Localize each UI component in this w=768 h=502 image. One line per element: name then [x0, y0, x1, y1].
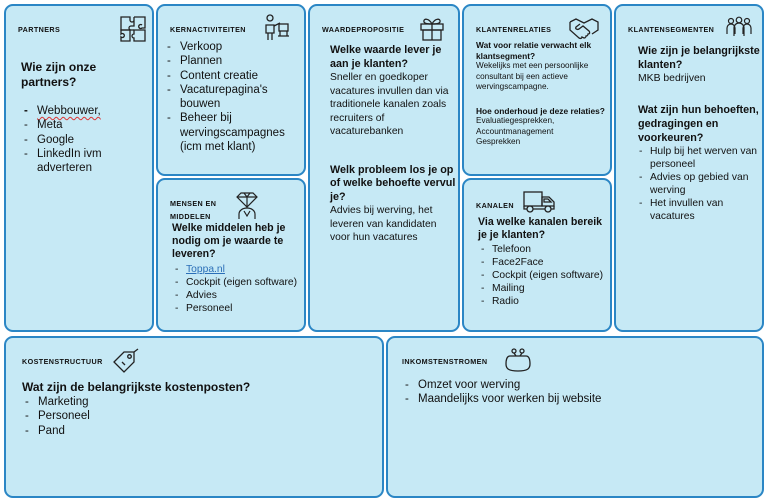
klantrelaties-question-1: Wat voor relatie verwacht elk klantsegment?	[476, 40, 592, 61]
segmenten-list	[636, 145, 762, 223]
list-item: - Vacaturepagina's bouwen	[164, 83, 306, 112]
list-item: - Beheer bij wervingscampagnes (icm met klant)	[164, 111, 306, 154]
klantensegmenten-block	[614, 4, 764, 332]
list-item: - Webbouwer,	[21, 104, 149, 118]
kernactiviteiten-list	[164, 40, 306, 154]
kanalen-header: KANALEN	[476, 201, 514, 210]
waarde-answer-2: Advies bij werving, het leveren van kandidaten voor hun vacatures	[330, 205, 437, 243]
mensen-question: Welke middelen heb je nodig om je waarde te leveren?	[172, 222, 286, 260]
presenter-icon	[260, 12, 290, 42]
list-item: - Personeel	[22, 409, 377, 423]
group-icon	[726, 16, 752, 38]
kosten-list	[22, 395, 377, 438]
inkomstenstromen-block	[386, 336, 764, 498]
kernactiviteiten-header: KERNACTIVITEITEN	[170, 25, 246, 34]
list-item: - Face2Face	[478, 256, 610, 269]
segmenten-question-2: Wat zijn hun behoeften, gedragingen en voorkeuren?	[638, 103, 759, 144]
list-item: - Hulp bij het werven van personeel	[636, 145, 762, 171]
toppa-link[interactable]: Toppa.nl	[186, 264, 225, 275]
kostenstructuur-block	[4, 336, 384, 498]
truck-icon	[522, 189, 556, 215]
puzzle-icon	[118, 14, 148, 44]
mensen-list	[172, 263, 304, 315]
list-item: - Advies	[172, 289, 304, 302]
list-item: - LinkedIn ivm adverteren	[21, 147, 149, 176]
coin-purse-icon	[504, 346, 532, 374]
partners-block	[4, 4, 154, 332]
list-item: - Advies op gebied van werving	[636, 171, 762, 197]
gift-icon	[418, 14, 446, 42]
list-item: - Cockpit (eigen software)	[478, 269, 610, 282]
inkomsten-header: INKOMSTENSTROMEN	[402, 357, 488, 366]
kosten-question: Wat zijn de belangrijkste kostenposten?	[22, 380, 251, 394]
list-item	[172, 263, 304, 276]
list-item: - Omzet voor werving	[402, 378, 757, 392]
mensen-block	[156, 178, 306, 332]
list-item: - Maandelijks voor werken bij website	[402, 392, 757, 406]
partners-question: Wie zijn onze partners?	[21, 60, 97, 89]
handshake-icon	[568, 16, 600, 40]
klantenrelaties-block	[462, 4, 612, 176]
waardepropositie-block	[308, 4, 460, 332]
list-item: - Pand	[22, 424, 377, 438]
klantrelaties-question-2: Hoe onderhoud je deze relaties?	[476, 105, 605, 116]
waarde-answer-1: Sneller en goedkoper vacatures invullen dan via traditionele kanalen zoals recruiters of vacaturebanken	[330, 72, 449, 137]
partners-list	[21, 104, 149, 175]
diamond-person-icon	[233, 190, 261, 220]
list-item: - Google	[21, 133, 149, 147]
list-item: - Radio	[478, 295, 610, 308]
list-item: - Telefoon	[478, 243, 610, 256]
price-tag-icon	[110, 348, 140, 376]
segmenten-header: KLANTENSEGMENTEN	[628, 25, 715, 34]
list-item: - Personeel	[172, 302, 304, 315]
kernactiviteiten-block	[156, 4, 306, 176]
waarde-question-1: Welke waarde lever je aan je klanten?	[330, 44, 442, 70]
list-item: - Verkoop	[164, 40, 306, 54]
waarde-header: WAARDEPROPOSITIE	[322, 25, 405, 34]
list-item: - Content creatie	[164, 69, 306, 83]
segmenten-answer-1: MKB bedrijven	[638, 73, 706, 84]
inkomsten-list	[402, 378, 757, 407]
kanalen-question: Via welke kanalen bereik je je klanten?	[478, 216, 603, 241]
kosten-header: KOSTENSTRUCTUUR	[22, 357, 103, 366]
list-item: - Het invullen van vacatures	[636, 197, 762, 223]
waarde-question-2: Welk probleem los je op of welke behoefte vervul je?	[330, 163, 456, 203]
list-item: - Meta	[21, 118, 149, 132]
klantrelaties-header: KLANTENRELATIES	[476, 25, 552, 34]
klantrelaties-answer-1: Wekelijks met een persoonlijke consultant bij een actieve wervingscampagne.	[476, 61, 589, 91]
list-item: - Cockpit (eigen software)	[172, 276, 304, 289]
klantrelaties-answer-2: Evaluatiegesprekken, Accountmanagement Gesprekken	[476, 116, 555, 146]
mensen-header: MENSEN EN MIDDELEN	[170, 199, 217, 221]
list-item: - Plannen	[164, 54, 306, 68]
list-item: - Marketing	[22, 395, 377, 409]
list-item: - Mailing	[478, 282, 610, 295]
segmenten-question-1: Wie zijn je belangrijkste klanten?	[638, 45, 760, 71]
kanalen-block	[462, 178, 612, 332]
partners-header: PARTNERS	[18, 25, 61, 34]
kanalen-list	[478, 243, 610, 308]
